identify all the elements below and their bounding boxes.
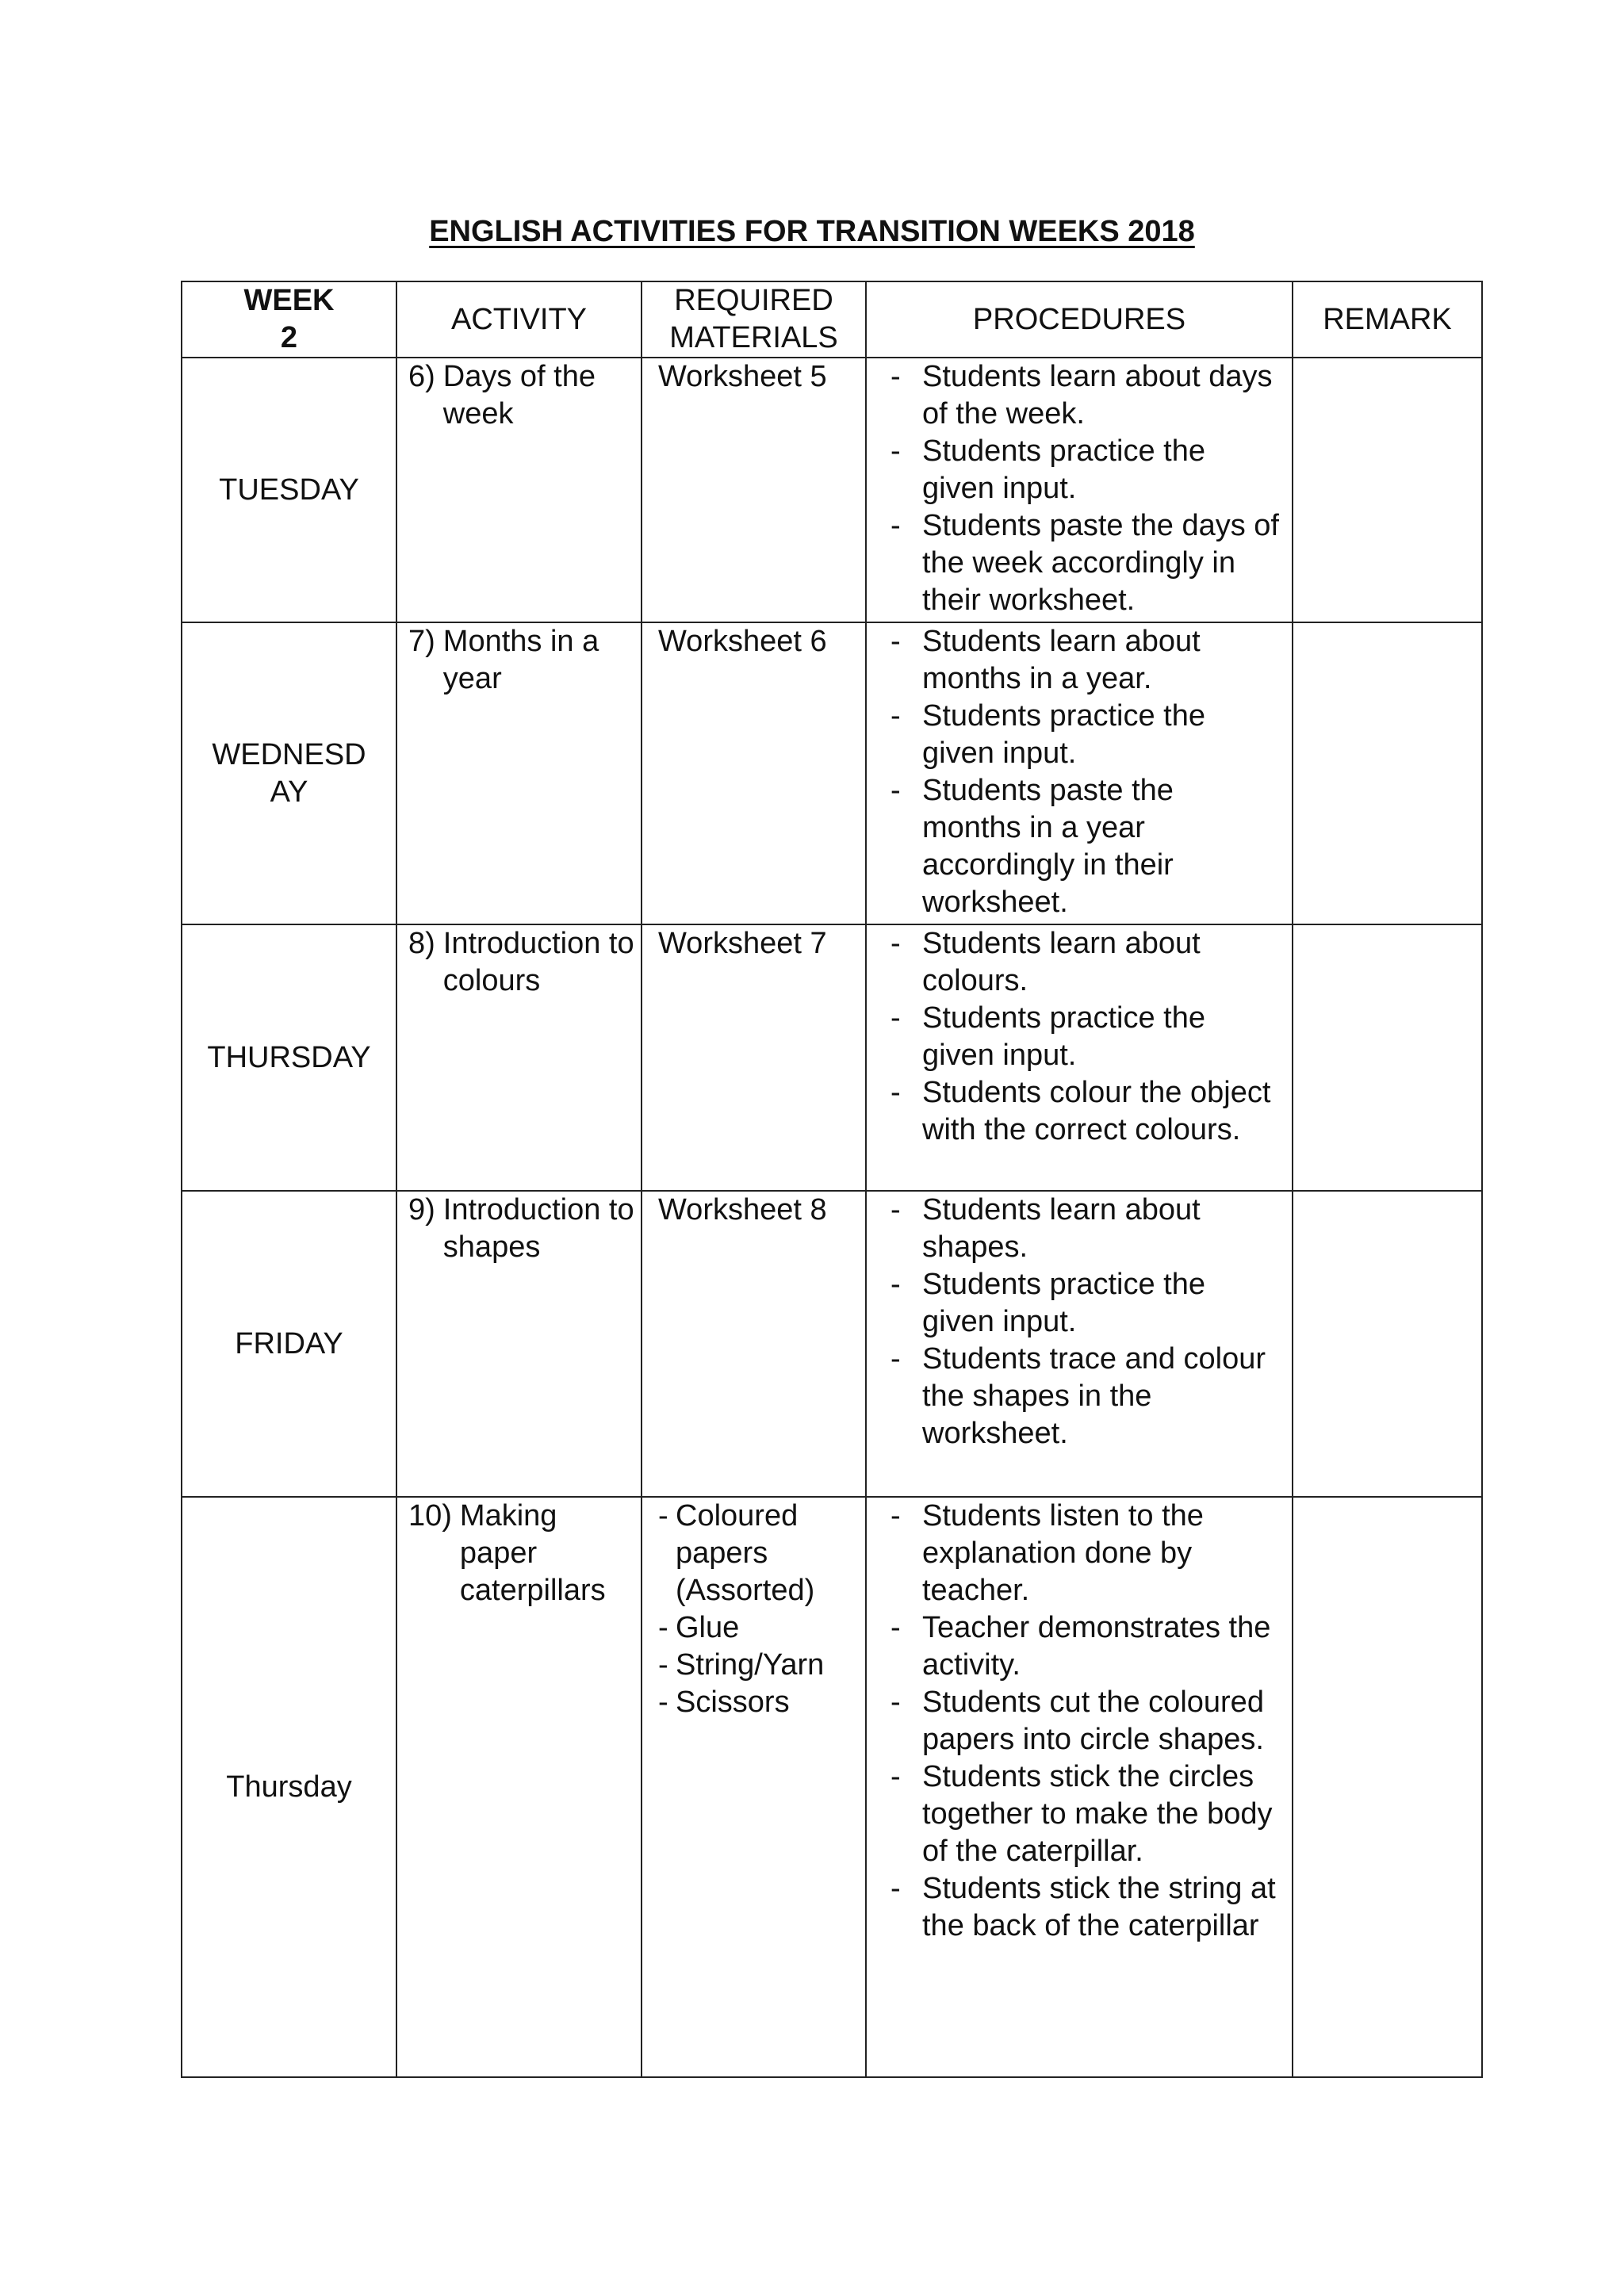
day-label-line1: Thursday: [226, 1770, 352, 1804]
bullet-dash: -: [891, 1611, 901, 1644]
procedures-list: [891, 925, 1281, 1149]
material-item: Worksheet 7: [658, 927, 827, 960]
procedure-item: [891, 1341, 1281, 1452]
activity-column-header: ACTIVITY: [396, 281, 642, 358]
week-header-line2: 2: [280, 321, 298, 354]
procedures-cell: [866, 1191, 1293, 1497]
procedure-item: [891, 1192, 1281, 1266]
procedure-text: Students stick the circles together to make the body of the caterpillar.: [922, 1760, 1273, 1868]
materials-cell: [642, 358, 866, 622]
day-label-line1: TUESDAY: [219, 473, 359, 507]
activity-number: 7): [408, 625, 435, 658]
activity-title: Days of the week: [442, 360, 596, 430]
remark-cell: [1293, 358, 1482, 622]
activity-entry: [408, 623, 634, 698]
procedure-text: Students paste the months in a year accordingly in their worksheet.: [922, 774, 1174, 919]
activity-entry: [408, 925, 634, 1000]
day-label-line2: AY: [270, 775, 308, 809]
table-header-row: [182, 281, 1482, 358]
bullet-dash: -: [891, 1760, 901, 1793]
procedure-item: [891, 772, 1281, 921]
activity-cell: [396, 1497, 642, 2077]
remark-cell: [1293, 1497, 1482, 2077]
activities-table: [181, 281, 1483, 2078]
procedure-item: [891, 1266, 1281, 1341]
procedures-list: [891, 358, 1281, 619]
material-item: [658, 1647, 857, 1684]
bullet-dash: -: [891, 360, 901, 393]
remark-cell: [1293, 622, 1482, 924]
procedure-item: [891, 1074, 1281, 1149]
materials-cell: [642, 1191, 866, 1497]
activity-title: Months in a year: [442, 625, 599, 695]
material-item: [658, 1498, 857, 1609]
bullet-dash: -: [891, 774, 901, 807]
bullet-dash: -: [891, 625, 901, 658]
procedure-text: Students learn about shapes.: [922, 1193, 1201, 1264]
procedure-text: Students practice the given input.: [922, 1001, 1205, 1072]
activity-cell: [396, 358, 642, 622]
bullet-dash: -: [891, 1686, 901, 1719]
material-text: String/Yarn: [676, 1648, 825, 1682]
procedure-text: Students paste the days of the week accordingly in their worksheet.: [922, 509, 1279, 617]
procedure-text: Students colour the object with the correct colours.: [922, 1076, 1271, 1146]
table-body: [182, 358, 1482, 2077]
day-cell: [182, 1191, 396, 1497]
activity-title: Introduction to colours: [442, 927, 634, 997]
procedure-item: [891, 698, 1281, 772]
procedure-item: [891, 433, 1281, 507]
bullet-dash: -: [891, 699, 901, 733]
procedure-text: Students practice the given input.: [922, 434, 1205, 505]
materials-cell: [642, 622, 866, 924]
activity-cell: [396, 924, 642, 1191]
bullet-dash: -: [658, 1611, 668, 1644]
procedure-item: [891, 1870, 1281, 1945]
procedures-list: [891, 1192, 1281, 1452]
material-text: Scissors: [676, 1686, 790, 1719]
materials-column-header: [642, 281, 866, 358]
procedure-text: Students learn about days of the week.: [922, 360, 1273, 430]
remark-cell: [1293, 1191, 1482, 1497]
activity-cell: [396, 622, 642, 924]
materials-header-line1: REQUIRED: [674, 284, 833, 317]
document-title-text: ENGLISH ACTIVITIES FOR TRANSITION WEEKS 2018: [429, 215, 1195, 248]
procedure-item: [891, 1609, 1281, 1684]
bullet-dash: -: [891, 434, 901, 468]
procedures-cell: [866, 924, 1293, 1191]
table-row: [182, 358, 1482, 622]
material-item: Worksheet 5: [658, 360, 827, 393]
procedure-item: [891, 623, 1281, 698]
activity-number: 10): [408, 1499, 452, 1533]
day-label-line1: FRIDAY: [235, 1326, 343, 1360]
remark-column-header: REMARK: [1293, 281, 1482, 358]
bullet-dash: -: [658, 1499, 668, 1533]
bullet-dash: -: [891, 1872, 901, 1905]
activity-number: 6): [408, 360, 435, 393]
activity-title: Making paper caterpillars: [459, 1499, 606, 1607]
material-text: Coloured papers (Assorted): [676, 1499, 815, 1607]
day-cell: [182, 358, 396, 622]
material-text: Glue: [676, 1611, 740, 1644]
day-label-line1: WEDNESD: [212, 737, 366, 771]
week-header-line1: WEEK: [243, 284, 335, 317]
bullet-dash: -: [891, 509, 901, 542]
bullet-dash: -: [891, 927, 901, 960]
week-column-header: [182, 281, 396, 358]
activity-title: Introduction to shapes: [442, 1193, 634, 1264]
materials-list: [658, 1498, 857, 1721]
procedures-cell: [866, 358, 1293, 622]
procedure-text: Students trace and colour the shapes in the worksheet.: [922, 1342, 1266, 1450]
bullet-dash: -: [891, 1193, 901, 1226]
table-row: [182, 622, 1482, 924]
procedure-text: Students learn about colours.: [922, 927, 1201, 997]
procedure-item: [891, 1498, 1281, 1609]
procedure-text: Teacher demonstrates the activity.: [922, 1611, 1271, 1682]
procedure-item: [891, 1758, 1281, 1870]
procedure-text: Students stick the string at the back of the caterpillar: [922, 1872, 1276, 1942]
material-item: [658, 1684, 857, 1721]
bullet-dash: -: [658, 1648, 668, 1682]
activity-entry: [408, 358, 634, 433]
day-cell: [182, 924, 396, 1191]
procedure-text: Students practice the given input.: [922, 699, 1205, 770]
bullet-dash: -: [891, 1076, 901, 1109]
procedure-item: [891, 1684, 1281, 1758]
procedure-text: Students listen to the explanation done by teacher.: [922, 1499, 1204, 1607]
procedure-item: [891, 507, 1281, 619]
table-row: [182, 924, 1482, 1191]
material-item: Worksheet 8: [658, 1193, 827, 1226]
bullet-dash: -: [891, 1268, 901, 1301]
materials-header-line2: MATERIALS: [669, 321, 838, 354]
procedure-text: Students practice the given input.: [922, 1268, 1205, 1338]
material-item: [658, 1609, 857, 1647]
bullet-dash: -: [891, 1342, 901, 1376]
day-cell: [182, 1497, 396, 2077]
activity-number: 9): [408, 1193, 435, 1226]
materials-cell: [642, 1497, 866, 2077]
procedures-column-header: PROCEDURES: [866, 281, 1293, 358]
remark-cell: [1293, 924, 1482, 1191]
bullet-dash: -: [891, 1499, 901, 1533]
procedure-text: Students cut the coloured papers into circle shapes.: [922, 1686, 1264, 1756]
document-title: [0, 212, 1624, 251]
day-cell: [182, 622, 396, 924]
procedure-item: [891, 358, 1281, 433]
procedures-cell: [866, 622, 1293, 924]
table-row: [182, 1497, 1482, 2077]
activity-cell: [396, 1191, 642, 1497]
procedures-list: [891, 623, 1281, 921]
procedure-item: [891, 925, 1281, 1000]
activity-number: 8): [408, 927, 435, 960]
bullet-dash: -: [658, 1686, 668, 1719]
material-item: Worksheet 6: [658, 625, 827, 658]
procedure-item: [891, 1000, 1281, 1074]
activity-entry: [408, 1192, 634, 1266]
materials-cell: [642, 924, 866, 1191]
day-label-line1: THURSDAY: [207, 1040, 371, 1074]
procedure-text: Students learn about months in a year.: [922, 625, 1201, 695]
procedures-list: [891, 1498, 1281, 1945]
procedures-cell: [866, 1497, 1293, 2077]
bullet-dash: -: [891, 1001, 901, 1035]
activity-entry: [408, 1498, 634, 1609]
table-row: [182, 1191, 1482, 1497]
